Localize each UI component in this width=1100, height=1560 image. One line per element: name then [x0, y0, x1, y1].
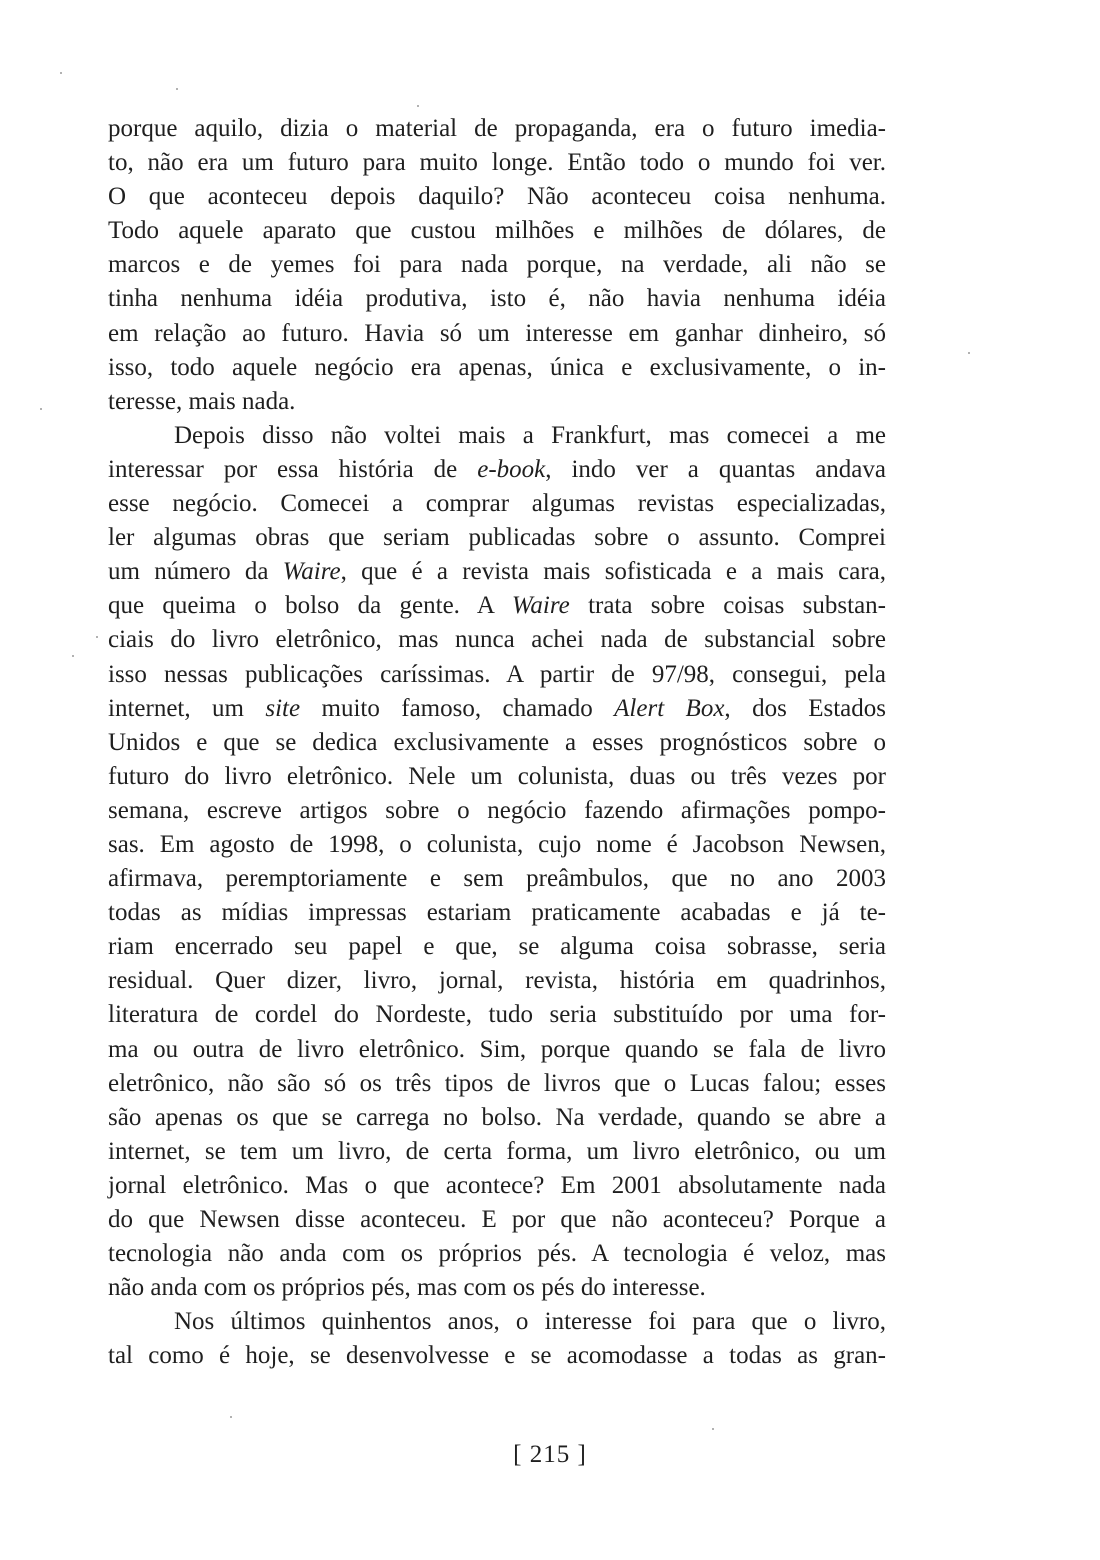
- page-number: [ 215 ]: [513, 1441, 587, 1468]
- text-line: ma ou outra de livro eletrônico. Sim, porque quando se fala de livro: [108, 1035, 886, 1063]
- text-line: esse negócio. Comecei a comprar algumas revistas especializadas,: [108, 490, 886, 518]
- scan-speck: [60, 72, 62, 74]
- text-line: que queima o bolso da gente. A Waire trata sobre coisas substan-: [108, 592, 887, 620]
- text-line: internet, se tem um livro, de certa forma, um livro eletrônico, ou um: [108, 1137, 886, 1165]
- scan-speck: [417, 105, 419, 107]
- text-line: todas as mídias impressas estariam praticamente acabadas e já te-: [108, 899, 886, 927]
- text-line: Nos últimos quinhentos anos, o interesse foi para que o livro,: [174, 1308, 886, 1336]
- text-line: riam encerrado seu papel e que, se alguma coisa sobrasse, seria: [108, 933, 886, 961]
- text-line: O que aconteceu depois daquilo? Não aconteceu coisa nenhuma.: [108, 183, 886, 211]
- page-body: [108, 112, 886, 1373]
- scan-speck: [230, 1416, 232, 1418]
- text-line: afirmava, peremptoriamente e sem preâmbulos, que no ano 2003: [108, 865, 886, 893]
- scan-speck: [712, 1428, 714, 1430]
- text-line: Unidos e que se dedica exclusivamente a esses prognósticos sobre o: [108, 728, 886, 756]
- scan-speck: [40, 408, 42, 410]
- paragraph: [108, 1305, 886, 1373]
- text-line: jornal eletrônico. Mas o que acontece? Em 2001 absolutamente nada: [108, 1171, 886, 1199]
- text-line: tal como é hoje, se desenvolvesse e se acomodasse a todas as gran-: [108, 1342, 886, 1370]
- text-line: to, não era um futuro para muito longe. Então todo o mundo foi ver.: [108, 149, 886, 177]
- text-line: marcos e de yemes foi para nada porque, na verdade, ali não se: [108, 251, 886, 279]
- text-line: Depois disso não voltei mais a Frankfurt, mas comecei a me: [174, 421, 886, 449]
- text-line: Todo aquele aparato que custou milhões e milhões de dólares, de: [108, 217, 886, 245]
- text-line: porque aquilo, dizia o material de propaganda, era o futuro imedia-: [108, 115, 886, 142]
- scan-speck: [96, 636, 98, 638]
- text-line: literatura de cordel do Nordeste, tudo seria substituído por uma for-: [108, 1001, 886, 1029]
- scan-speck: [968, 352, 970, 354]
- text-line: semana, escreve artigos sobre o negócio fazendo afirmações pompo-: [108, 796, 886, 824]
- text-line: teresse, mais nada.: [108, 387, 296, 415]
- text-line: isso nessas publicações caríssimas. A partir de 97/98, consegui, pela: [108, 660, 886, 688]
- paragraph: [108, 419, 886, 1305]
- text-line: ciais do livro eletrônico, mas nunca achei nada de substancial sobre: [108, 626, 886, 654]
- text-line: são apenas os que se carrega no bolso. Na verdade, quando se abre a: [108, 1103, 886, 1131]
- text-line: isso, todo aquele negócio era apenas, única e exclusivamente, o in-: [108, 353, 886, 381]
- text-line: internet, um site muito famoso, chamado Alert Box, dos Estados: [108, 694, 886, 722]
- text-line: do que Newsen disse aconteceu. E por que não aconteceu? Porque a: [108, 1206, 886, 1233]
- text-line: tecnologia não anda com os próprios pés. A tecnologia é veloz, mas: [108, 1240, 886, 1268]
- paragraph: [108, 112, 886, 419]
- scan-speck: [72, 655, 74, 657]
- text-line: em relação ao futuro. Havia só um interesse em ganhar dinheiro, só: [108, 319, 886, 347]
- text-line: sas. Em agosto de 1998, o colunista, cujo nome é Jacobson Newsen,: [108, 830, 886, 858]
- text-line: residual. Quer dizer, livro, jornal, revista, história em quadrinhos,: [108, 967, 886, 995]
- text-line: eletrônico, não são só os três tipos de livros que o Lucas falou; esses: [108, 1069, 886, 1097]
- text-line: não anda com os próprios pés, mas com os pés do interesse.: [108, 1274, 706, 1302]
- text-line: futuro do livro eletrônico. Nele um colunista, duas ou três vezes por: [108, 762, 886, 790]
- text-line: um número da Waire, que é a revista mais sofisticada e a mais cara,: [108, 558, 886, 586]
- scan-speck: [176, 88, 178, 90]
- text-line: interessar por essa história de e-book, indo ver a quantas andava: [108, 455, 886, 483]
- text-line: tinha nenhuma idéia produtiva, isto é, não havia nenhuma idéia: [108, 285, 886, 313]
- text-line: ler algumas obras que seriam publicadas sobre o assunto. Comprei: [108, 524, 886, 552]
